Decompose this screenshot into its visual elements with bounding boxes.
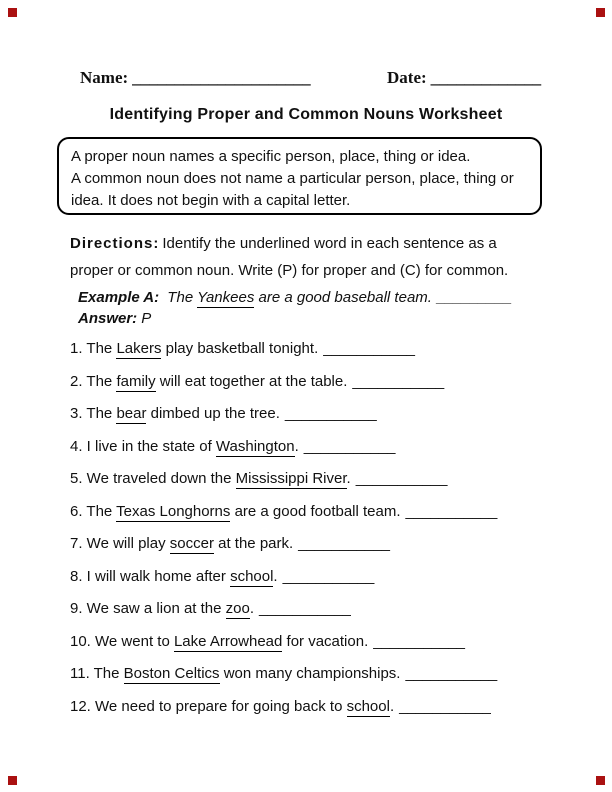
answer-label: Answer:: [78, 310, 138, 327]
worksheet-item-5: [70, 471, 590, 487]
example-pre-text: The: [163, 289, 198, 306]
example-underlined-word: Yankees: [197, 289, 255, 306]
item-number: 12.: [70, 697, 91, 715]
directions: [70, 230, 575, 284]
item-pre-text: We went to: [90, 632, 174, 650]
item-pre-text: The: [82, 372, 117, 390]
example-sentence: [78, 287, 512, 308]
item-post-text: won many championships.: [219, 665, 401, 682]
item-pre-text: We need to prepare for going back to: [90, 697, 347, 715]
item-underlined-word: Lakers: [116, 340, 162, 357]
item-underlined-word: zoo: [225, 600, 250, 617]
worksheet-title: Identifying Proper and Common Nouns Worksheet: [109, 106, 503, 123]
corner-marker-top-right: [596, 8, 605, 17]
worksheet-item-1: [70, 341, 590, 357]
item-post-text: .: [273, 567, 278, 585]
item-number: 4.: [70, 437, 83, 455]
item-number: 9.: [70, 600, 83, 617]
definition-box: [57, 137, 542, 215]
definition-line-2: A common noun does not name a particular person, place, thing or: [71, 170, 514, 187]
item-number: 8.: [70, 567, 83, 585]
item-number: 6.: [70, 502, 83, 520]
item-post-text: at the park.: [213, 535, 294, 552]
item-number: 10.: [70, 632, 91, 650]
item-post-text: will eat together at the table.: [155, 372, 348, 390]
date-blank-line: _____________: [430, 68, 542, 87]
example-answer-line: [78, 308, 512, 329]
item-pre-text: I live in the state of: [82, 437, 216, 455]
date-label: Date:: [387, 68, 427, 87]
item-number: 5.: [70, 470, 83, 487]
item-pre-text: The: [82, 405, 117, 422]
definition-line-3: idea. It does not begin with a capital letter.: [71, 192, 351, 209]
item-answer-blank: ___________: [303, 437, 396, 455]
name-field: [80, 68, 311, 88]
item-post-text: .: [294, 437, 299, 455]
item-underlined-word: Lake Arrowhead: [173, 632, 283, 650]
item-pre-text: We traveled down the: [82, 470, 236, 487]
date-field: [387, 68, 541, 88]
item-answer-blank: ___________: [284, 405, 377, 422]
item-underlined-word: bear: [116, 405, 147, 422]
item-pre-text: The: [82, 502, 117, 520]
item-underlined-word: family: [116, 372, 156, 390]
example-answer-blank: _________: [436, 289, 513, 306]
worksheet-item-12: [70, 699, 590, 715]
directions-label: Directions:: [70, 235, 160, 252]
item-pre-text: The: [82, 340, 117, 357]
item-number: 11.: [70, 665, 90, 682]
item-post-text: dimbed up the tree.: [146, 405, 280, 422]
example-post-text: are a good baseball team.: [254, 289, 432, 306]
item-post-text: are a good football team.: [230, 502, 401, 520]
item-underlined-word: Mississippi River: [235, 470, 347, 487]
worksheet-item-3: [70, 406, 590, 422]
item-number: 1.: [70, 340, 83, 357]
corner-marker-bottom-right: [596, 776, 605, 785]
worksheet-item-10: [70, 634, 590, 650]
name-blank-line: _____________________: [132, 68, 311, 87]
example-block: [78, 287, 512, 329]
item-pre-text: We saw a lion at the: [82, 600, 226, 617]
corner-marker-top-left: [8, 8, 17, 17]
item-answer-blank: ___________: [298, 535, 390, 552]
item-pre-text: I will walk home after: [82, 567, 231, 585]
worksheet-item-4: [70, 439, 590, 455]
item-pre-text: The: [89, 665, 124, 682]
corner-marker-bottom-left: [8, 776, 17, 785]
name-label: Name:: [80, 68, 129, 87]
worksheet-item-2: [70, 374, 590, 390]
directions-text-line-1: Identify the underlined word in each sentence as a: [162, 235, 497, 252]
item-answer-blank: ___________: [282, 567, 375, 585]
item-answer-blank: ___________: [355, 470, 448, 487]
sentence-list: [70, 341, 590, 731]
item-underlined-word: school: [230, 567, 274, 585]
worksheet-item-7: [70, 536, 590, 552]
item-underlined-word: Boston Celtics: [123, 665, 220, 682]
item-answer-blank: ___________: [259, 600, 351, 617]
worksheet-item-11: [70, 666, 590, 682]
item-post-text: for vacation.: [282, 632, 369, 650]
item-answer-blank: ___________: [323, 340, 416, 357]
worksheet-item-6: [70, 504, 590, 520]
item-answer-blank: ___________: [352, 372, 445, 390]
worksheet-item-8: [70, 569, 590, 585]
item-post-text: .: [389, 697, 395, 715]
item-number: 7.: [70, 535, 83, 552]
item-answer-blank: ___________: [399, 697, 491, 715]
item-post-text: .: [249, 600, 255, 617]
item-underlined-word: soccer: [169, 535, 214, 552]
item-answer-blank: ___________: [405, 665, 498, 682]
item-answer-blank: ___________: [373, 632, 466, 650]
item-post-text: .: [346, 470, 351, 487]
answer-value: P: [141, 310, 152, 327]
directions-text-line-2: proper or common noun. Write (P) for proper and (C) for common.: [70, 262, 509, 279]
item-answer-blank: ___________: [405, 502, 498, 520]
item-underlined-word: Washington: [215, 437, 295, 455]
definition-line-1: A proper noun names a specific person, place, thing or idea.: [71, 148, 471, 165]
item-number: 3.: [70, 405, 83, 422]
item-underlined-word: school: [346, 697, 390, 715]
example-label: Example A:: [78, 289, 160, 306]
worksheet-item-9: [70, 601, 590, 617]
item-number: 2.: [70, 372, 83, 390]
item-pre-text: We will play: [82, 535, 170, 552]
item-post-text: play basketball tonight.: [161, 340, 319, 357]
item-underlined-word: Texas Longhorns: [116, 502, 231, 520]
